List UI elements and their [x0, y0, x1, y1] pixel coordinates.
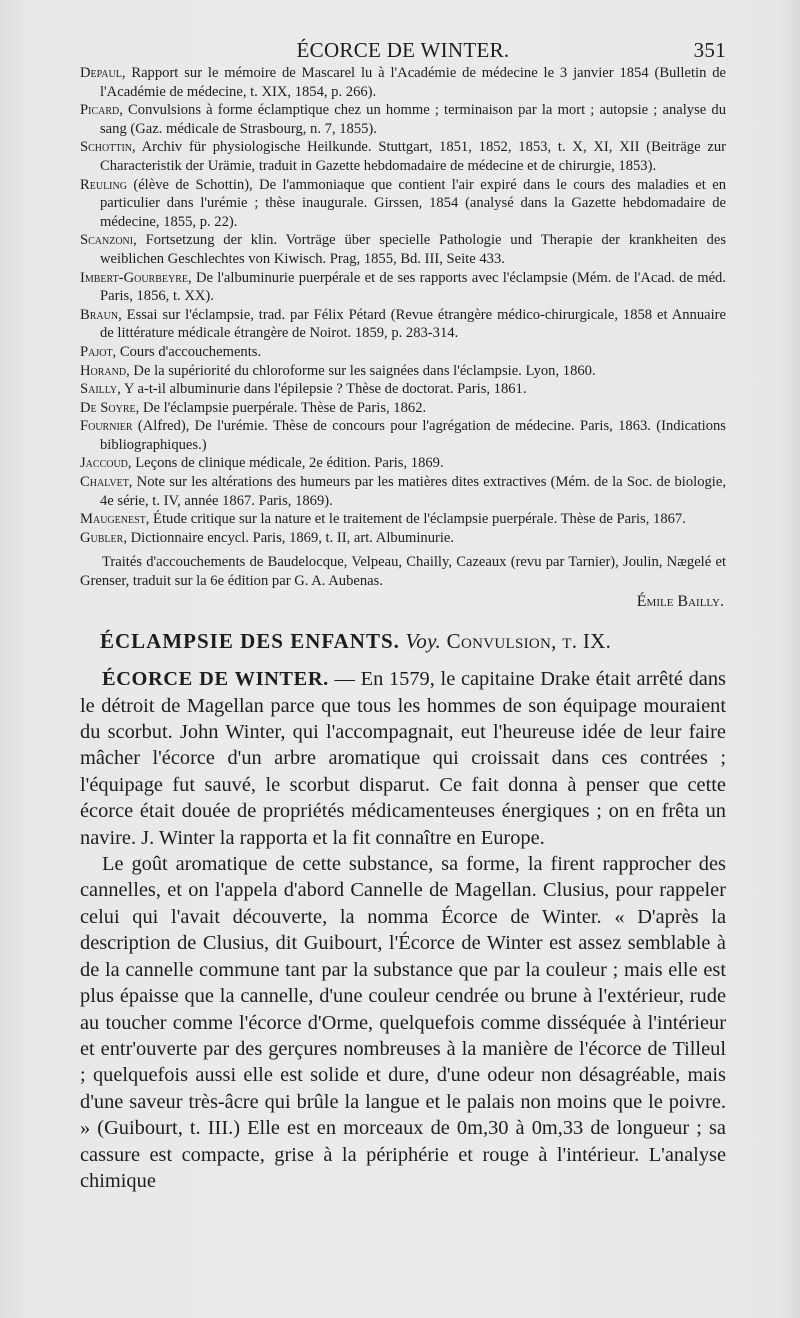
article-body [80, 666, 726, 1194]
bib-entry: Pajot, Cours d'accouchements. [80, 343, 262, 360]
author-signature: Émile Bailly. [636, 592, 724, 610]
bib-entry: Traités d'accouchements de Baudelocque, Velpeau, Chailly, Cazeaux (revu par Tarnier), Joulin, Nægelé et Grenser, traduit sur la 6e édition par G. A. Aubenas. [80, 554, 726, 590]
bib-entry: Maugenest, Étude critique sur la nature et le traitement de l'éclampsie puerpérale. Thèse de Paris, 1867. [80, 511, 686, 528]
article-title: ÉCORCE DE WINTER. [102, 668, 329, 691]
cross-reference-heading [100, 629, 726, 654]
bib-entry: Gubler, Dictionnaire encycl. Paris, 1869, t. II, art. Albuminurie. [80, 529, 455, 546]
bib-entry: Sailly, Y a-t-il albuminurie dans l'épilepsie ? Thèse de doctorat. Paris, 1861. [80, 381, 527, 398]
bib-entry: Imbert-Gourbeyre, De l'albuminurie puerpérale et de ses rapports avec l'éclampsie (Mém. de l'Acad. de méd. Paris, 1856, t. XX). [80, 269, 726, 305]
article-paragraph: ÉCORCE DE WINTER. — En 1579, le capitaine Drake était arrêté dans le détroit de Magellan parce que tous les hommes de son équipage mouraient du scorbut. John Winter, qui l'accompagnait, eut l'heureuse idée de leur faire mâcher l'écorce d'un arbre aromatique qui croissait dans ces contrées ; l'équipage fut sauvé, le scorbut disparut. Ce fait donna à penser que cette écorce était douée de propriétés médicamenteuses énergiques ; on en frêta un navire. J. Winter la rapporta et la fit connaître en Europe. [80, 668, 726, 849]
running-header [80, 30, 726, 64]
bib-entry: Fournier (Alfred), De l'urémie. Thèse de concours pour l'agrégation de médecine. Paris, 1863. (Indications bibliographiques.) [80, 418, 726, 453]
cross-reference-voy: Voy. [405, 629, 442, 654]
bibliography-list [80, 64, 726, 611]
bib-entry: Depaul, Rapport sur le mémoire de Mascarel lu à l'Académie de médecine le 3 janvier 1854 (Bulletin de l'Académie de médecine, t. XIX, 1854, p. 266). [80, 65, 726, 100]
page-number: 351 [693, 38, 726, 62]
bib-entry: Schottin, Archiv für physiologische Heilkunde. Stuttgart, 1851, 1852, 1853, t. X, XI, XII (Beiträge zur Characteristik der Urämie, traduit in Gazette hebdomadaire de médecine et de chirurgie, 1853). [80, 139, 726, 174]
bib-entry: Horand, De la supériorité du chloroforme sur les saignées dans l'éclampsie. Lyon, 1860. [80, 362, 596, 379]
bib-entry: De Soyre, De l'éclampsie puerpérale. Thèse de Paris, 1862. [80, 399, 427, 416]
cross-reference-target: Convulsion, t. IX. [446, 629, 612, 654]
bib-entry: Picard, Convulsions à forme éclamptique chez un homme ; terminaison par la mort ; autopsie ; analyse du sang (Gaz. médicale de Strasbourg, n. 7, 1855). [80, 102, 726, 137]
bib-entry: Jaccoud, Leçons de clinique médicale, 2e édition. Paris, 1869. [80, 455, 444, 472]
bib-entry: Scanzoni, Fortsetzung der klin. Vorträge über specielle Pathologie und Therapie der krankheiten des weiblichen Geschlechtes von Kiwisch. Prag, 1855, Bd. III, Seite 433. [80, 232, 726, 267]
page-header-title: ÉCORCE DE WINTER. [296, 38, 510, 62]
bib-entry: Chalvet, Note sur les altérations des humeurs par les matières dites extractives (Mém. de la Soc. de biologie, 4e série, t. IV, année 1867. Paris, 1869). [80, 474, 726, 509]
article-paragraph: Le goût aromatique de cette substance, sa forme, la firent rapprocher des cannelles, et on l'appela d'abord Cannelle de Magellan. Clusius, pour rappeler celui qui l'avait découverte, la nomma Écorce de Winter. « D'après la description de Clusius, dit Guibourt, l'Écorce de Winter est assez semblable à de la cannelle commune tant par la substance que par la couleur ; mais elle est plus épaisse que la cannelle, d'une couleur cendrée ou brune à l'extérieur, rude au toucher comme l'écorce d'Orme, quelquefois comme disséquée à l'intérieur et entr'ouverte par des gerçures nombreuses à la manière de l'écorce de Tilleul ; quelquefois aussi elle est solide et dure, d'une odeur non désagréable, mais d'une saveur très-âcre qui brûle la langue et le palais non moins que le poivre. » (Guibourt, t. III.) Elle est en morceaux de 0m,30 à 0m,33 de longueur ; sa cassure est compacte, grise à la périphérie et rouge à l'intérieur. L'analyse chimique [80, 853, 726, 1192]
cross-reference-title: ÉCLAMPSIE DES ENFANTS. [100, 629, 400, 654]
bib-entry: Reuling (élève de Schottin), De l'ammoniaque que contient l'air expiré dans le cours des maladies et en particulier dans l'urémie ; thèse inaugurale. Girssen, 1854 (analysé dans la Gazette hebdomadaire de médecine, 1855, p. 22). [80, 176, 726, 230]
bib-entry: Braun, Essai sur l'éclampsie, trad. par Félix Pétard (Revue étrangère médico-chirurgicale, 1858 et Annuaire de littérature médicale étrangère de Noirot. 1859, p. 283-314. [80, 306, 726, 342]
